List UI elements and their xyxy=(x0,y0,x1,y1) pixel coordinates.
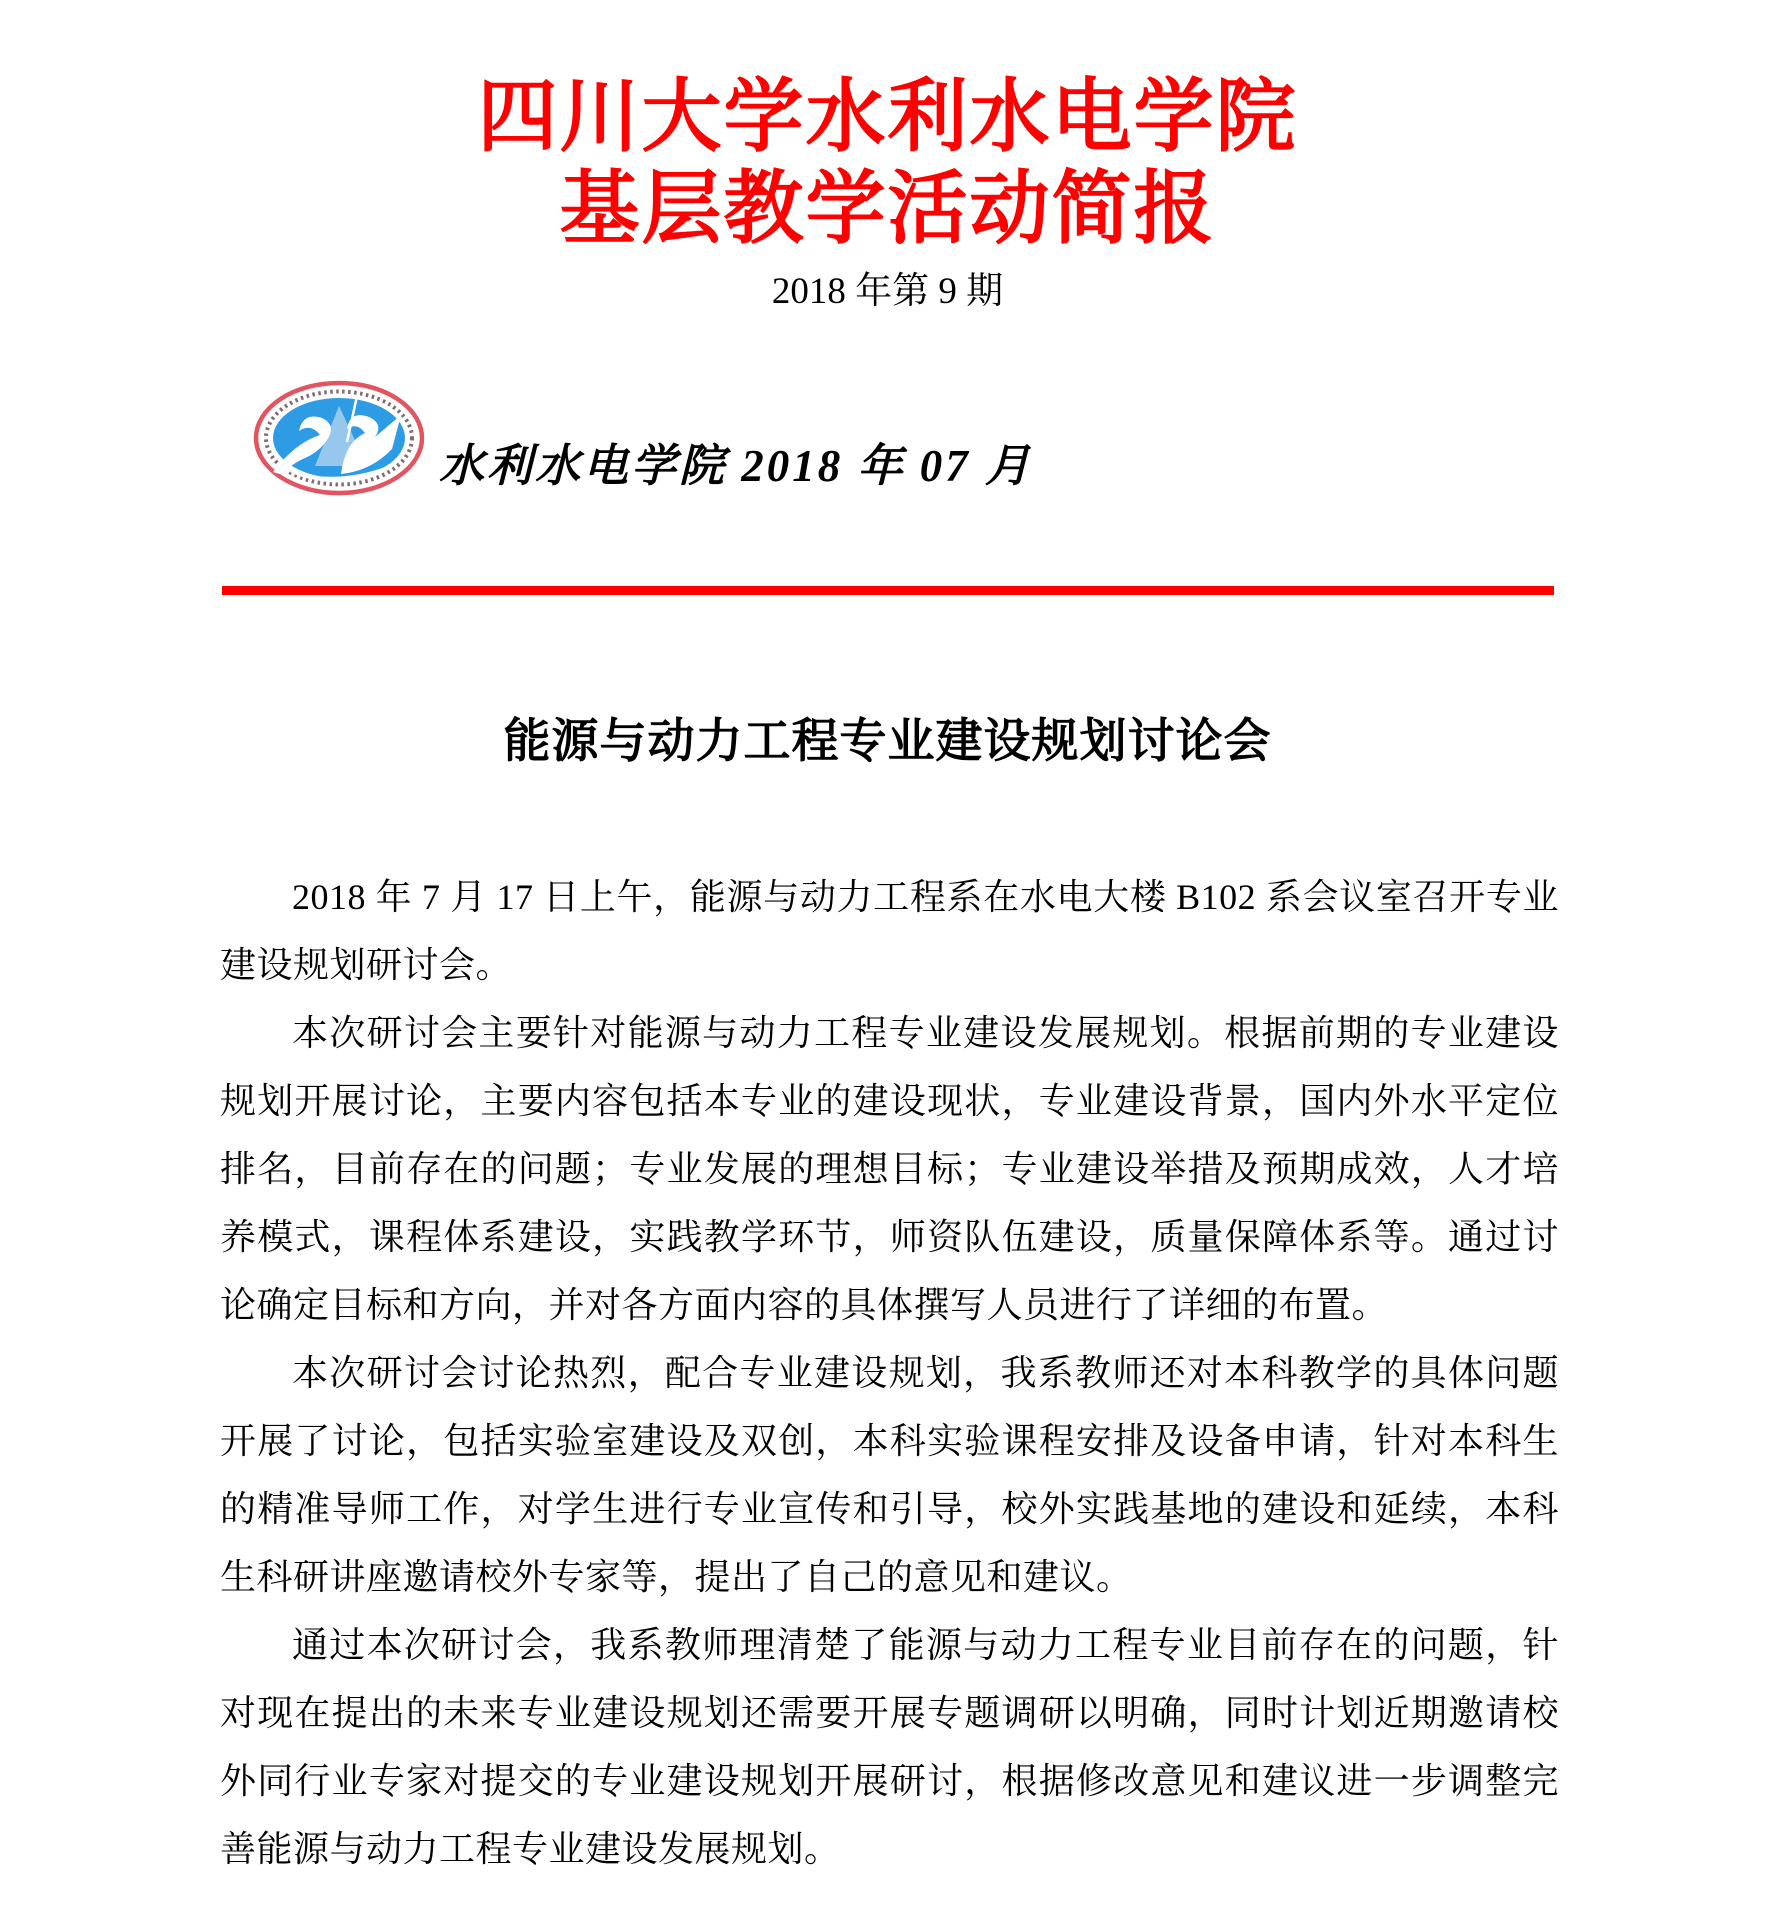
article-title: 能源与动力工程专业建设规划讨论会 xyxy=(503,716,1272,768)
masthead xyxy=(253,380,1775,496)
article xyxy=(0,713,1775,1883)
red-divider-rule xyxy=(222,586,1554,595)
college-logo xyxy=(253,380,425,496)
issue-number: 2018 年第 9 期 xyxy=(771,271,1004,312)
document-header xyxy=(0,0,1775,595)
main-title-line1: 四川大学水利水电学院 xyxy=(477,74,1298,162)
article-body xyxy=(220,863,1559,1883)
college-logo-emblem-icon xyxy=(253,380,425,496)
article-paragraph: 本次研讨会主要针对能源与动力工程专业建设发展规划。根据前期的专业建设规划开展讨论，主要内容包括本专业的建设现状，专业建设背景，国内外水平定位排名，目前存在的问题；专业发展的理想目标；专业建设举措及预期成效，人才培养模式，课程体系建设，实践教学环节，师资队伍建设，质量保障体系等。通过讨论确定目标和方向，并对各方面内容的具体撰写人员进行了详细的布置。 xyxy=(220,1013,1559,1325)
masthead-caption: 水利水电学院 2018 年 07 月 xyxy=(439,441,1034,491)
main-title-line2: 基层教学活动简报 xyxy=(559,166,1216,254)
article-paragraph: 通过本次研讨会，我系教师理清楚了能源与动力工程专业目前存在的问题，针对现在提出的未来专业建设规划还需要开展专题调研以明确，同时计划近期邀请校外同行业专家对提交的专业建设规划开展研讨，根据修改意见和建议进一步调整完善能源与动力工程专业建设发展规划。 xyxy=(220,1625,1559,1869)
article-paragraph: 本次研讨会讨论热烈，配合专业建设规划，我系教师还对本科教学的具体问题开展了讨论，包括实验室建设及双创，本科实验课程安排及设备申请，针对本科生的精准导师工作，对学生进行专业宣传和引导，校外实践基地的建设和延续，本科生科研讲座邀请校外专家等，提出了自己的意见和建议。 xyxy=(220,1353,1559,1597)
article-paragraph: 2018 年 7 月 17 日上午，能源与动力工程系在水电大楼 B102 系会议室召开专业建设规划研讨会。 xyxy=(220,877,1559,985)
